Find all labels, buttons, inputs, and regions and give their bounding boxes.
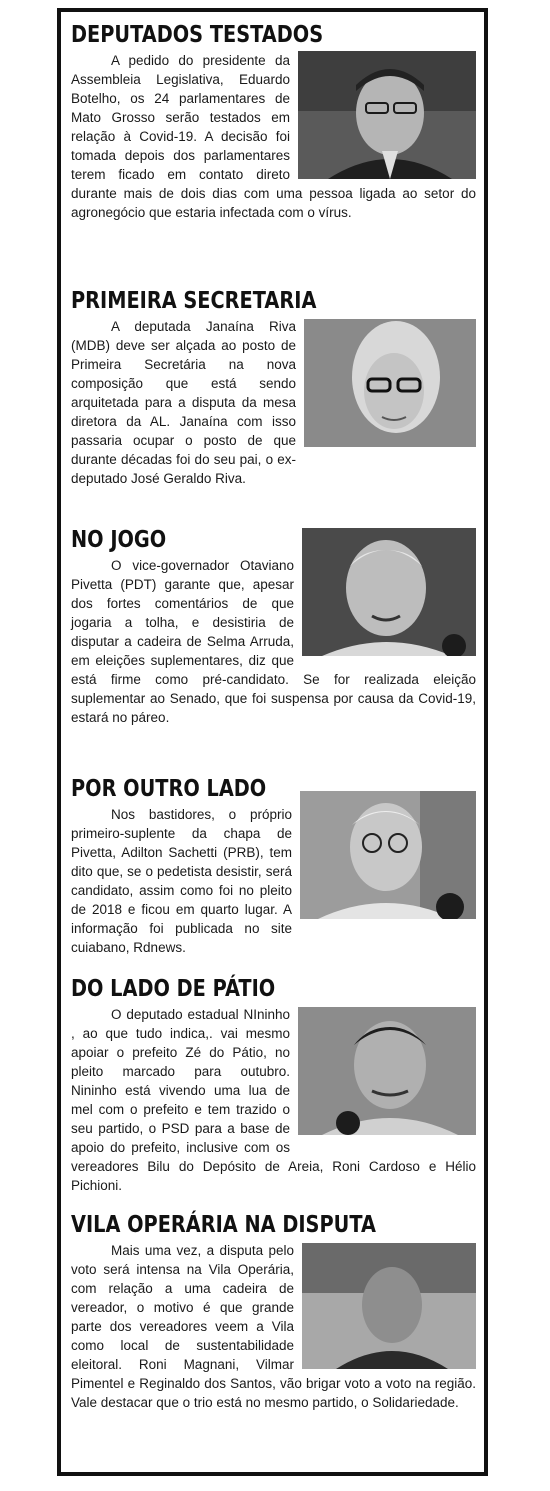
story-headline: NO JOGO (71, 527, 167, 553)
story-body: Mais uma vez, a disputa pelo voto será intensa na Vila Operária, com relação a uma cadeira de vereador, o motivo é que grande parte dos vereadores veem a Vila como local de sustentabilidade eleitoral. Roni Magnani, Vilmar Pimentel e Reginaldo dos Santos, vão brigar voto a voto na região. Vale destacar que o trio está no mesmo partido, o Solidariedade. (71, 1243, 476, 1410)
story-photo (298, 51, 476, 179)
news-column (57, 8, 488, 1476)
story-vila-operaria-na-disputa (71, 1212, 476, 1412)
story-photo (302, 528, 476, 656)
story-deputados-testados (71, 22, 476, 222)
story-body: O deputado estadual NIninho , ao que tudo indica,. vai mesmo apoiar o prefeito Zé do Pátio, no pleito marcado para outubro. Nininho está vivendo uma lua de mel com o prefeito e tem trazido o seu partido, o PSD para a base de apoio do prefeito, inclusive com os vereadores Bilu do Depósito de Areia, Roni Cardoso e Hélio Pichioni. (71, 1007, 476, 1193)
story-headline: DEPUTADOS TESTADOS (71, 22, 324, 48)
story-no-jogo (71, 527, 476, 727)
story-photo (302, 1243, 476, 1369)
story-body: A pedido do presidente da Assembleia Legislativa, Eduardo Botelho, os 24 parlamentares de Mato Grosso serão testados em relação à Covid-19. A decisão foi tomada depois dos parlamentares terem ficado em contato direto durante mais de dois dias com uma pessoa ligada ao setor do agronegócio que estaria infectada com o vírus. (71, 53, 476, 220)
story-body: Nos bastidores, o próprio primeiro-suplente da chapa de Pivetta, Adilton Sachetti (PRB), tem dito que, se o pedetista desistir, será candidato, assim como foi no pleito de 2018 e ficou em quarto lugar. A informação foi publicada no site cuiabano, Rdnews. (71, 807, 292, 955)
story-headline: VILA OPERÁRIA NA DISPUTA (71, 1212, 376, 1238)
story-do-lado-de-patio (71, 976, 476, 1195)
story-headline: PRIMEIRA SECRETARIA (71, 288, 317, 314)
story-headline: DO LADO DE PÁTIO (71, 976, 276, 1002)
story-primeira-secretaria (71, 288, 476, 488)
story-headline: POR OUTRO LADO (71, 776, 267, 802)
story-photo (304, 319, 476, 447)
story-body: O vice-governador Otaviano Pivetta (PDT) garante que, apesar dos fortes comentários de que jogaria a tolha, e desistiria de disputar a cadeira de Selma Arruda, em eleições suplementares, diz que está firme como pré-candidato. Se for realizada eleição suplementar ao Senado, que foi suspensa por causa da Covid-19, estará no páreo. (71, 558, 476, 725)
story-body: A deputada Janaína Riva (MDB) deve ser alçada ao posto de Primeira Secretária na nova composição que está sendo arquitetada para a disputa da mesa diretora da AL. Janaína com isso passaria ocupar o posto de que durante décadas foi do seu pai, o ex-deputado José Geraldo Riva. (71, 319, 296, 486)
story-por-outro-lado (71, 776, 476, 957)
story-photo (300, 791, 476, 919)
story-photo (298, 1007, 476, 1135)
